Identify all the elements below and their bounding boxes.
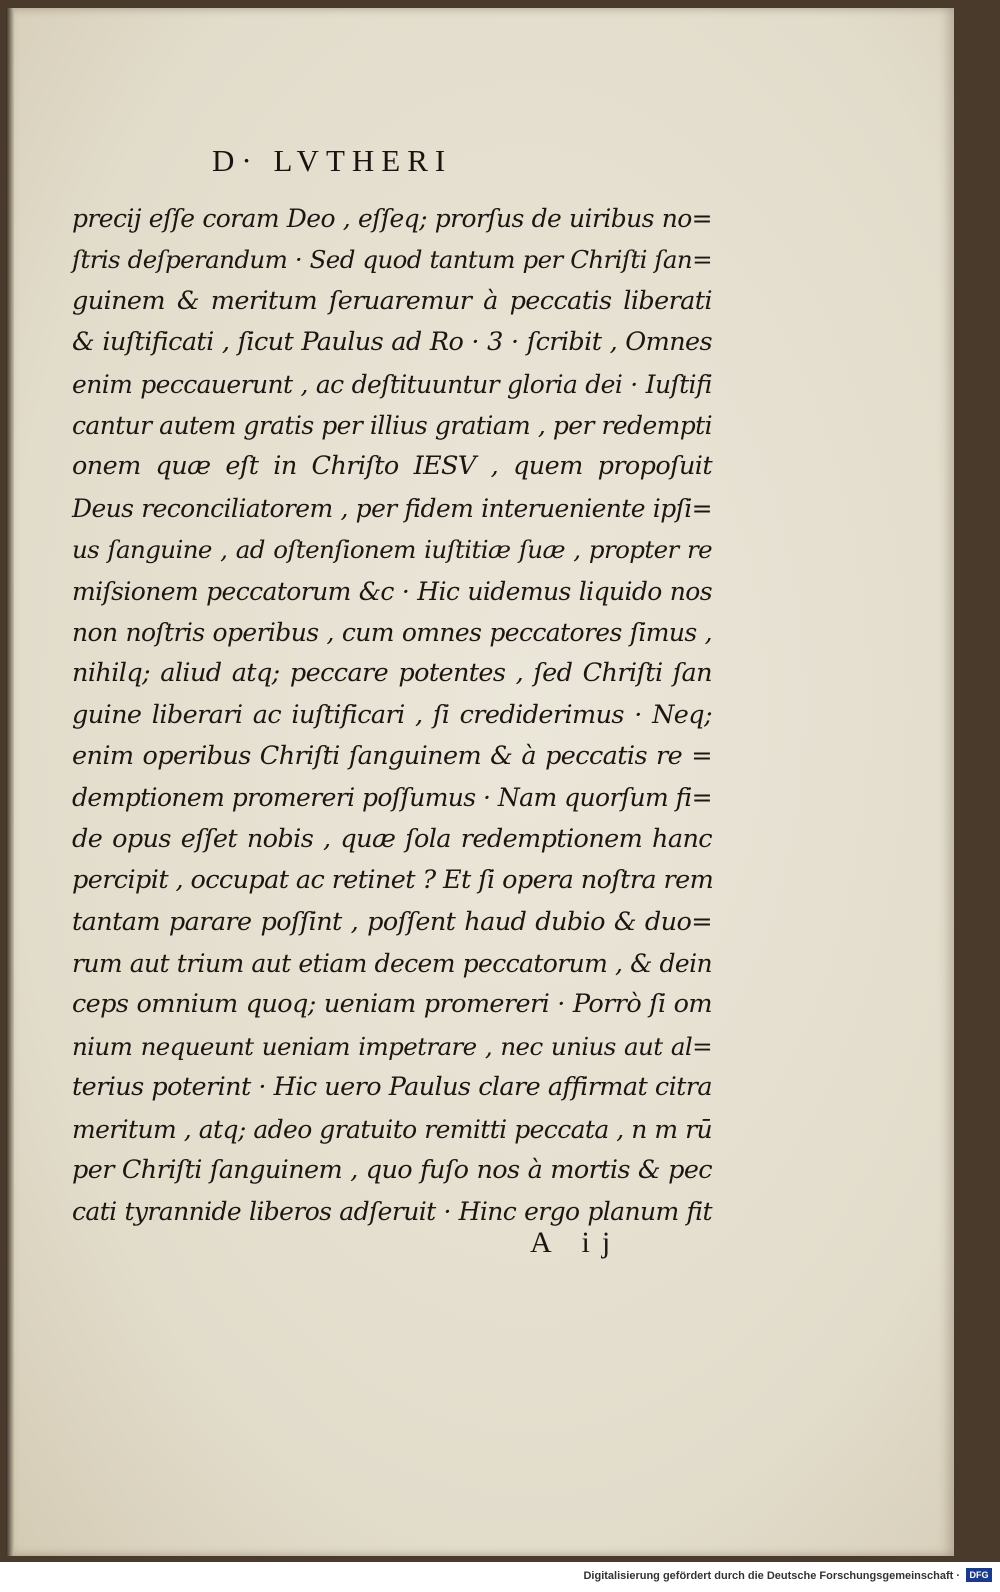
text-line: precij eſſe coram Deo , eſſeq; prorſus de uiribus no= — [72, 204, 712, 233]
text-line: enim operibus Chriſti ſanguinem & à peccatis re = — [72, 741, 712, 772]
dfg-logo: DFG — [966, 1568, 992, 1582]
text-line: non noſtris operibus , cum omnes peccatores ſimus , — [72, 617, 712, 647]
text-line: guinem & meritum ſeruaremur à peccatis liberati — [72, 285, 712, 316]
text-line: ſtris deſperandum · Sed quod tantum per Chriſti ſan= — [72, 245, 712, 275]
text-line: percipit , occupat ac retinet ? Et ſi opera noſtra rem — [72, 865, 714, 896]
text-line: Deus reconciliatorem , per fidem interueniente ipſi= — [72, 493, 712, 523]
text-line: & iuſtificati , ſicut Paulus ad Ro · 3 · ſcribit , Omnes — [72, 327, 712, 358]
text-line: guine liberari ac iuſtificari , ſi crediderimus · Neq; — [72, 699, 712, 730]
text-line: onem quæ eſt in Chriſto IESV , quem propoſuit — [72, 451, 712, 482]
funding-credit: Digitalisierung gefördert durch die Deutsche Forschungsgemeinschaft · — [583, 1570, 960, 1582]
body-text — [72, 198, 712, 1233]
signature-mark: A ij — [530, 1226, 623, 1259]
text-line: nihilq; aliud atq; peccare potentes , ſed Chriſti ſan — [72, 658, 712, 689]
text-line: meritum , atq; adeo gratuito remitti peccata , n m rū — [72, 1114, 712, 1144]
text-line: demptionem promereri poſſumus · Nam quorſum fi= — [72, 783, 712, 813]
text-line: tantam parare poſſint , poſſent haud dubio & duo= — [72, 906, 712, 937]
text-line: rum aut trium aut etiam decem peccatorum , & dein — [72, 949, 712, 979]
text-line: nium nequeunt ueniam impetrare , nec unius aut al= — [72, 1031, 712, 1061]
text-line: us ſanguine , ad oſtenſionem iuſtitiæ ſuæ , propter re — [72, 535, 712, 565]
text-line: cantur autem gratis per illius gratiam , per redempti — [72, 410, 712, 440]
text-line: enim peccauerunt , ac deſtituuntur gloria dei · Iuſtifi — [72, 369, 712, 399]
text-line: terius poterint · Hic uero Paulus clare affirmat citra — [72, 1072, 712, 1103]
gutter-shadow — [6, 8, 14, 1556]
text-line: ceps omnium quoq; ueniam promereri · Porrò ſi om — [72, 989, 712, 1020]
text-line: de opus eſſet nobis , quæ ſola redemptionem hanc — [72, 823, 712, 854]
text-line: cati tyrannide liberos adſeruit · Hinc ergo planum fit — [72, 1197, 712, 1227]
text-line: miſsionem peccatorum &c · Hic uidemus liquido nos — [72, 576, 712, 606]
footer-bar — [0, 1562, 1000, 1592]
running-head: D· LVTHERI — [212, 143, 453, 178]
text-line: per Chriſti ſanguinem , quo fuſo nos à mortis & pec — [72, 1154, 712, 1185]
